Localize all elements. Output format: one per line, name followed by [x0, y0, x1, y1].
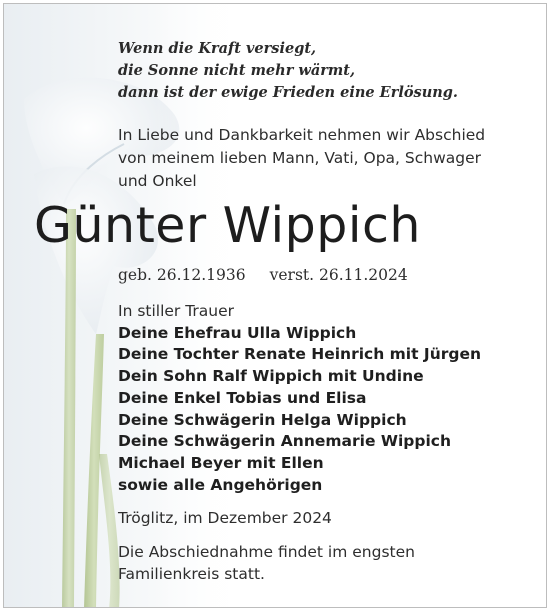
- poem-line: Wenn die Kraft versiegt,: [118, 40, 317, 57]
- life-dates: [118, 266, 408, 284]
- place-and-date: Tröglitz, im Dezember 2024: [118, 509, 332, 527]
- intro-line: und Onkel: [118, 172, 197, 190]
- notice-line: Die Abschiednahme findet im engsten: [118, 543, 415, 561]
- mourner-entry: sowie alle Angehörigen: [118, 475, 323, 494]
- poem-line: die Sonne nicht mehr wärmt,: [118, 62, 355, 79]
- poem-line: dann ist der ewige Frieden eine Erlösung.: [118, 84, 458, 101]
- mourner-entry: Deine Tochter Renate Heinrich mit Jürgen: [118, 345, 482, 364]
- mourner-entry: Deine Schwägerin Helga Wippich: [118, 410, 407, 429]
- birth-date: geb. 26.12.1936: [118, 266, 246, 284]
- notice-line: Familienkreis statt.: [118, 565, 265, 583]
- mourner-entry: Dein Sohn Ralf Wippich mit Undine: [118, 367, 424, 386]
- mourning-heading: In stiller Trauer: [118, 302, 235, 320]
- death-date: verst. 26.11.2024: [269, 266, 408, 284]
- funeral-notice: [118, 541, 415, 585]
- deceased-name: Günter Wippich: [34, 197, 421, 254]
- mourner-entry: Deine Enkel Tobias und Elisa: [118, 388, 367, 407]
- intro-line: In Liebe und Dankbarkeit nehmen wir Abschied: [118, 126, 486, 144]
- mourners-list: [118, 301, 481, 496]
- poem: [118, 38, 458, 104]
- mourner-entry: Deine Schwägerin Annemarie Wippich: [118, 432, 451, 451]
- mourner-entry: Michael Beyer mit Ellen: [118, 453, 324, 472]
- obituary-card: [3, 3, 547, 608]
- intro-line: von meinem lieben Mann, Vati, Opa, Schwager: [118, 149, 482, 167]
- mourner-entry: Deine Ehefrau Ulla Wippich: [118, 323, 357, 342]
- farewell-intro: [118, 124, 485, 193]
